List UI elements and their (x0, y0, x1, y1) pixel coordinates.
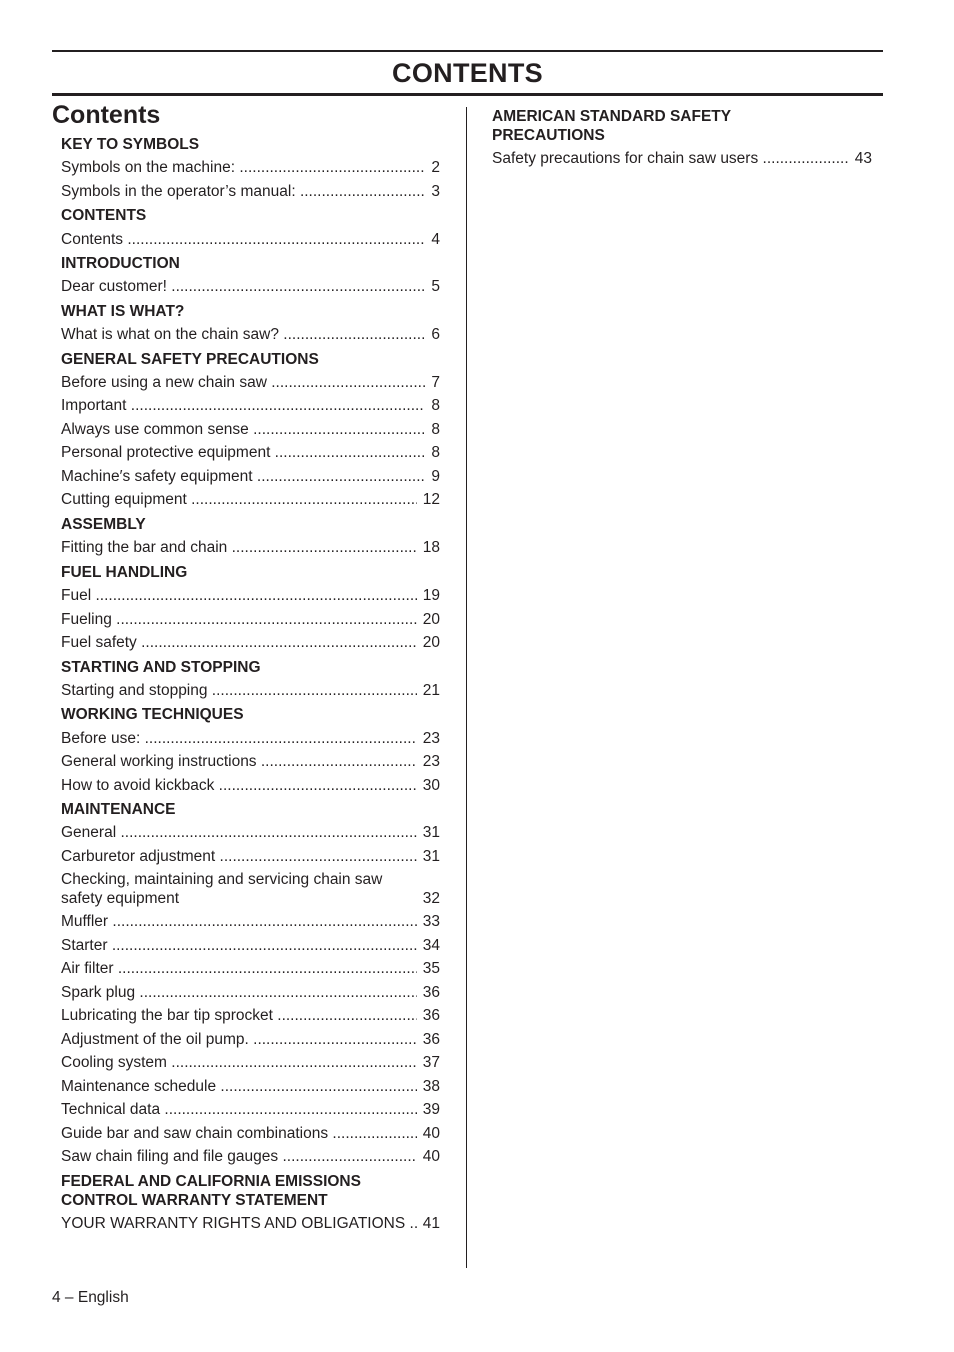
contents-heading: Contents (52, 101, 161, 129)
toc-entry-page-number: 21 (417, 682, 440, 700)
toc-section-title: WORKING TECHNIQUES (61, 706, 244, 724)
toc-entry-label: Symbols in the operator’s manual: ..... (61, 183, 440, 201)
toc-entry[interactable] (61, 634, 440, 652)
toc-entry[interactable] (61, 1148, 440, 1166)
toc-entry-page-number: 9 (425, 468, 440, 486)
toc-entry-label: Always use common sense ..... (61, 421, 440, 439)
toc-entry-label: What is what on the chain saw? ..... (61, 326, 440, 344)
toc-entry-label: Machine′s safety equipment ..... (61, 468, 440, 486)
toc-entry-page-number: 8 (425, 444, 440, 462)
toc-entry[interactable] (61, 1078, 440, 1096)
toc-section-title: GENERAL SAFETY PRECAUTIONS (61, 350, 319, 368)
toc-entry-page-number: 8 (425, 397, 440, 415)
toc-section-title: WHAT IS WHAT? (61, 302, 185, 320)
header-top-rule (52, 50, 883, 52)
toc-entry[interactable] (61, 468, 440, 486)
toc-entry-label: Air filter ..... (61, 960, 440, 978)
toc-section-title: CONTENTS (61, 207, 147, 225)
toc-entry[interactable] (61, 984, 440, 1002)
toc-entry-label: Fuel safety ..... (61, 634, 440, 652)
toc-section-title: INTRODUCTION (61, 255, 180, 273)
toc-entry-label: Fueling ..... (61, 611, 440, 629)
toc-entry-label: Cutting equipment ..... (61, 491, 440, 509)
toc-entry-label: Lubricating the bar tip sprocket ..... (61, 1007, 440, 1025)
toc-entry-page-number: 8 (425, 421, 440, 439)
toc-entry-label: Carburetor adjustment ..... (61, 848, 440, 866)
header-bottom-rule (52, 93, 883, 96)
toc-entry-page-number: 6 (425, 326, 440, 344)
toc-entry-page-number: 23 (417, 730, 440, 748)
toc-entry-label: Safety precautions for chain saw users ..... (492, 150, 872, 168)
toc-entry-page-number: 7 (425, 374, 440, 392)
toc-entry-page-number: 35 (417, 960, 440, 978)
toc-entry-page-number: 38 (417, 1078, 440, 1096)
page-header-title: CONTENTS (392, 58, 543, 88)
toc-entry-label: Dear customer! ..... (61, 278, 440, 296)
toc-entry-page-number: 40 (417, 1148, 440, 1166)
toc-entry-page-number: 3 (425, 183, 440, 201)
toc-entry[interactable] (61, 1054, 440, 1072)
toc-entry[interactable] (61, 913, 440, 931)
toc-entry-label: Important ..... (61, 397, 440, 415)
toc-entry-label: Starter ..... (61, 937, 440, 955)
toc-entry[interactable] (61, 491, 440, 509)
toc-entry[interactable] (61, 1215, 440, 1233)
toc-entry-page-number: 32 (417, 890, 440, 908)
toc-entry-label: YOUR WARRANTY RIGHTS AND OBLIGATIONS ..... (61, 1215, 440, 1233)
toc-entry[interactable] (61, 777, 440, 795)
toc-entry[interactable] (61, 1031, 440, 1049)
toc-entry-page-number: 20 (417, 611, 440, 629)
toc-entry-page-number: 39 (417, 1101, 440, 1119)
column-divider (466, 107, 467, 1268)
toc-entry-label: General working instructions ..... (61, 753, 440, 771)
toc-entry[interactable] (61, 231, 440, 249)
toc-section-title: AMERICAN STANDARD SAFETY PRECAUTIONS (492, 108, 731, 144)
toc-entry-label: How to avoid kickback ..... (61, 777, 440, 795)
toc-entry-label: Spark plug ..... (61, 984, 440, 1002)
toc-entry[interactable] (61, 848, 440, 866)
toc-entry[interactable] (61, 587, 440, 605)
toc-entry-label: Contents ..... (61, 231, 440, 249)
toc-entry-page-number: 20 (417, 634, 440, 652)
toc-entry-label: Fitting the bar and chain ..... (61, 539, 440, 557)
toc-entry[interactable] (61, 824, 440, 842)
toc-entry[interactable] (61, 374, 440, 392)
toc-entry[interactable] (61, 871, 440, 907)
toc-entry[interactable] (61, 1101, 440, 1119)
toc-entry-page-number: 36 (417, 1031, 440, 1049)
toc-entry[interactable] (61, 397, 440, 415)
toc-section-title: KEY TO SYMBOLS (61, 136, 200, 153)
toc-entry-page-number: 37 (417, 1054, 440, 1072)
toc-entry-label: Cooling system ..... (61, 1054, 440, 1072)
toc-entry-label: Personal protective equipment ..... (61, 444, 440, 462)
toc-entry-label: Before using a new chain saw ..... (61, 374, 440, 392)
toc-entry[interactable] (61, 682, 440, 700)
toc-entry-page-number: 36 (417, 984, 440, 1002)
toc-entry-label: Muffler ..... (61, 913, 440, 931)
toc-entry[interactable] (61, 421, 440, 439)
toc-entry-label: Adjustment of the oil pump. ..... (61, 1031, 440, 1049)
toc-entry-label: Symbols on the machine: ..... (61, 159, 440, 177)
toc-entry[interactable] (61, 539, 440, 557)
toc-entry-label: Before use: ..... (61, 730, 440, 748)
toc-entry-page-number: 18 (417, 539, 440, 557)
toc-entry-page-number: 31 (417, 824, 440, 842)
toc-entry-label: Maintenance schedule ..... (61, 1078, 440, 1096)
toc-entry-page-number: 36 (417, 1007, 440, 1025)
toc-left-column (61, 135, 440, 1238)
toc-entry[interactable] (61, 444, 440, 462)
toc-entry-label: Fuel ..... (61, 587, 440, 605)
toc-entry[interactable] (61, 730, 440, 748)
toc-entry-page-number: 41 (417, 1215, 440, 1233)
toc-entry-page-number: 12 (417, 491, 440, 509)
toc-entry[interactable] (61, 159, 440, 177)
toc-entry-page-number: 5 (425, 278, 440, 296)
toc-entry-page-number: 33 (417, 913, 440, 931)
toc-entry-page-number: 43 (849, 150, 872, 168)
page-footer: 4 – English (52, 1289, 129, 1306)
toc-entry[interactable] (492, 150, 872, 168)
toc-section-title: MAINTENANCE (61, 801, 176, 819)
toc-entry-label: Starting and stopping ..... (61, 682, 440, 700)
toc-entry-label: Checking, maintaining and servicing chain saw safety equipment ..... (61, 871, 440, 907)
toc-entry[interactable] (61, 278, 440, 296)
toc-entry-label: Guide bar and saw chain combinations ..... (61, 1125, 440, 1143)
toc-entry[interactable] (61, 1125, 440, 1143)
toc-entry-page-number: 31 (417, 848, 440, 866)
toc-entry[interactable] (61, 611, 440, 629)
toc-entry-page-number: 2 (425, 159, 440, 177)
toc-entry-page-number: 30 (417, 777, 440, 795)
toc-entry-page-number: 4 (425, 231, 440, 249)
toc-entry[interactable] (61, 183, 440, 201)
toc-entry[interactable] (61, 326, 440, 344)
toc-entry-page-number: 23 (417, 753, 440, 771)
toc-entry-page-number: 40 (417, 1125, 440, 1143)
toc-section-title: STARTING AND STOPPING (61, 658, 261, 676)
toc-entry-label: Technical data ..... (61, 1101, 440, 1119)
toc-entry-page-number: 19 (417, 587, 440, 605)
toc-entry[interactable] (61, 753, 440, 771)
toc-entry-page-number: 34 (417, 937, 440, 955)
toc-section-title: ASSEMBLY (61, 515, 146, 533)
toc-entry-label: General ..... (61, 824, 440, 842)
toc-right-column (492, 107, 872, 174)
toc-section-title: FEDERAL AND CALIFORNIA EMISSIONS CONTROL WARRANTY STATEMENT (61, 1172, 361, 1209)
toc-entry-label: Saw chain filing and file gauges ..... (61, 1148, 440, 1166)
toc-entry[interactable] (61, 1007, 440, 1025)
toc-section-title: FUEL HANDLING (61, 563, 188, 581)
toc-entry[interactable] (61, 937, 440, 955)
toc-entry[interactable] (61, 960, 440, 978)
